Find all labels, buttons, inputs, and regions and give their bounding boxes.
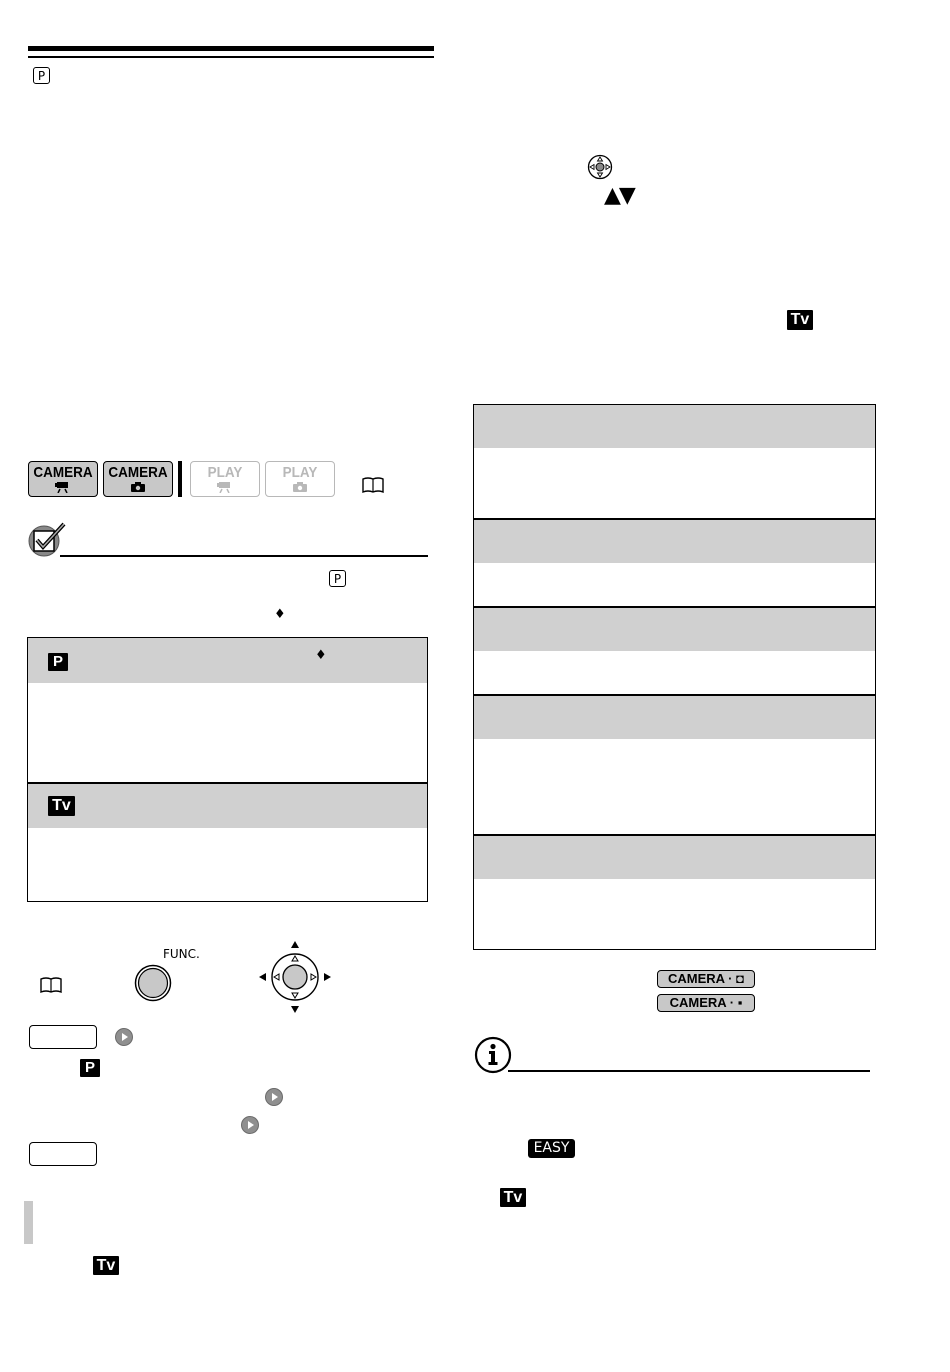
tv-mode-icon: Tv <box>500 1188 526 1207</box>
checkmark-icon <box>28 521 70 559</box>
camera-photo-indicator: CAMERA · ◘ <box>657 970 755 988</box>
header-rule-thin <box>28 56 434 58</box>
func-label: FUNC. <box>163 947 200 961</box>
diamond-marker: ♦ <box>274 607 286 622</box>
table-band-2 <box>474 520 875 563</box>
joystick-icon <box>587 154 613 180</box>
table-band-3 <box>474 608 875 651</box>
diamond-marker: ♦ <box>315 648 327 663</box>
program-ae-outline-icon: P <box>33 67 50 84</box>
header-rule-thick <box>28 46 434 51</box>
still-camera-icon <box>266 481 334 496</box>
up-down-arrows-icon: ▲▼ <box>604 183 634 208</box>
section-side-bar <box>24 1201 33 1244</box>
still-camera-icon <box>104 481 172 496</box>
video-camera-icon <box>191 481 259 496</box>
next-arrow-icon <box>115 1028 133 1046</box>
func-step-button <box>29 1142 97 1166</box>
info-icon <box>474 1036 512 1074</box>
mode-camera-movie-button: CAMERA <box>28 461 98 497</box>
easy-mode-icon: EASY <box>528 1139 575 1158</box>
book-reference-icon <box>362 477 384 493</box>
video-camera-icon <box>29 481 97 496</box>
func-step-button <box>29 1025 97 1049</box>
program-ae-outline-icon: P <box>329 570 346 587</box>
table-band-5 <box>474 836 875 879</box>
mode-camera-photo-button: CAMERA <box>103 461 173 497</box>
table-band-program <box>28 638 427 683</box>
mode-play-movie-button: PLAY <box>190 461 260 497</box>
mode-play-photo-button: PLAY <box>265 461 335 497</box>
info-rule <box>508 1070 870 1072</box>
table-band-tv <box>28 784 427 828</box>
left-mode-table <box>27 637 428 902</box>
program-mode-icon: P <box>48 653 68 671</box>
mode-divider <box>178 461 182 497</box>
tv-mode-icon: Tv <box>48 796 75 816</box>
program-mode-icon: P <box>80 1059 100 1077</box>
joystick-large-icon <box>258 940 332 1014</box>
next-arrow-icon <box>265 1088 283 1106</box>
checkmark-rule <box>60 555 428 557</box>
camera-movie-indicator: CAMERA · ▪ <box>657 994 755 1012</box>
table-band-1 <box>474 405 875 448</box>
book-reference-icon <box>40 977 62 993</box>
func-button-icon <box>134 964 172 1002</box>
right-mode-table <box>473 404 876 950</box>
table-band-4 <box>474 696 875 739</box>
next-arrow-icon <box>241 1116 259 1134</box>
tv-mode-icon: Tv <box>787 310 813 330</box>
tv-mode-icon: Tv <box>93 1256 119 1275</box>
